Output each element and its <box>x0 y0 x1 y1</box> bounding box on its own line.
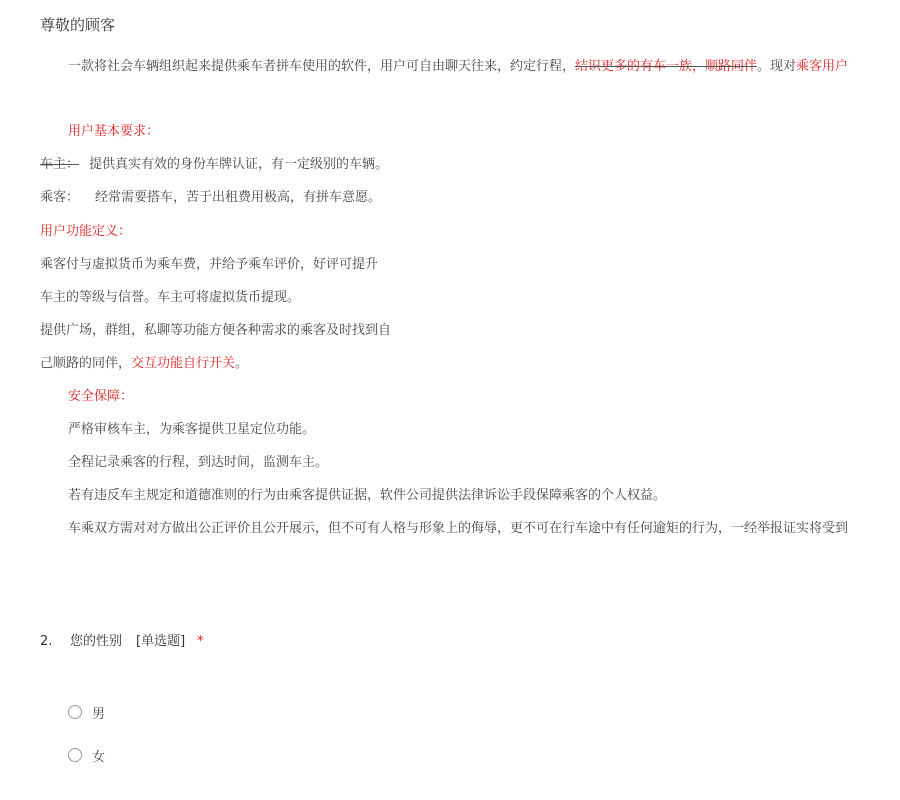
question-number: 2. <box>40 634 53 649</box>
function-last-prefix: 己顺路的同伴， <box>40 356 132 371</box>
safety-line: 若有违反车主规定和道德准则的行为由乘客提供证据，软件公司提供法律诉讼手段保障乘客的个人权益。 <box>68 488 667 503</box>
safety-line: 全程记录乘客的行程，到达时间，监测车主。 <box>68 455 329 470</box>
question-type: [单选题] <box>136 634 186 649</box>
safety-line: 车乘双方需对对方做出公正评价且公开展示，但不可有人格与形象上的侮辱，更不可在行车途中有任何逾矩的行为，一经举报证实将受到 <box>68 521 849 536</box>
required-mark: * <box>197 634 204 649</box>
safety-line: 严格审核车主，为乘客提供卫星定位功能。 <box>68 422 316 437</box>
safety-title: 安全保障： <box>68 389 134 404</box>
intro-text-part1: 一款将社会车辆组织起来提供乘车者拼车使用的软件，用户可自由聊天往来，约定行程， <box>68 59 576 74</box>
function-line: 乘客付与虚拟货币为乘车费，并给予乘车评价，好评可提升 <box>40 257 379 272</box>
radio-button[interactable] <box>68 705 82 719</box>
car-owner-label: 车主： <box>40 157 80 172</box>
intro-paragraph <box>68 58 848 76</box>
passenger-line <box>40 189 381 207</box>
function-line-last <box>40 355 248 373</box>
function-last-highlight: 交互功能自行开关 <box>131 356 236 371</box>
radio-button[interactable] <box>68 748 82 762</box>
car-owner-line <box>40 156 388 174</box>
question-title-row <box>40 632 204 652</box>
option-female[interactable] <box>68 744 105 766</box>
question-gender <box>0 620 900 800</box>
question-title: 您的性别 <box>70 634 123 649</box>
option-male[interactable] <box>68 701 105 723</box>
passenger-label: 乘客： <box>40 190 80 205</box>
intro-text-part2: 。现对 <box>757 59 797 74</box>
function-line: 提供广场，群组，私聊等功能方便各种需求的乘客及时找到自 <box>40 323 392 338</box>
option-label: 男 <box>92 706 106 722</box>
passenger-text: 经常需要搭车，苦于出租费用极高，有拼车意愿。 <box>95 190 382 205</box>
user-requirements-title: 用户基本要求： <box>68 124 160 139</box>
option-label: 女 <box>92 749 106 765</box>
greeting-title: 尊敬的顾客 <box>40 16 116 34</box>
intro-highlight-2: 乘客用户 <box>796 59 849 74</box>
car-owner-text: 提供真实有效的身份车牌认证，有一定级别的车辆。 <box>89 157 389 172</box>
function-title: 用户功能定义： <box>40 224 132 239</box>
function-line: 车主的等级与信誉。车主可将虚拟货币提现。 <box>40 290 301 305</box>
function-last-suffix: 。 <box>235 356 249 371</box>
intro-highlight-1: 结识更多的有车一族，顺路同伴 <box>575 59 758 74</box>
